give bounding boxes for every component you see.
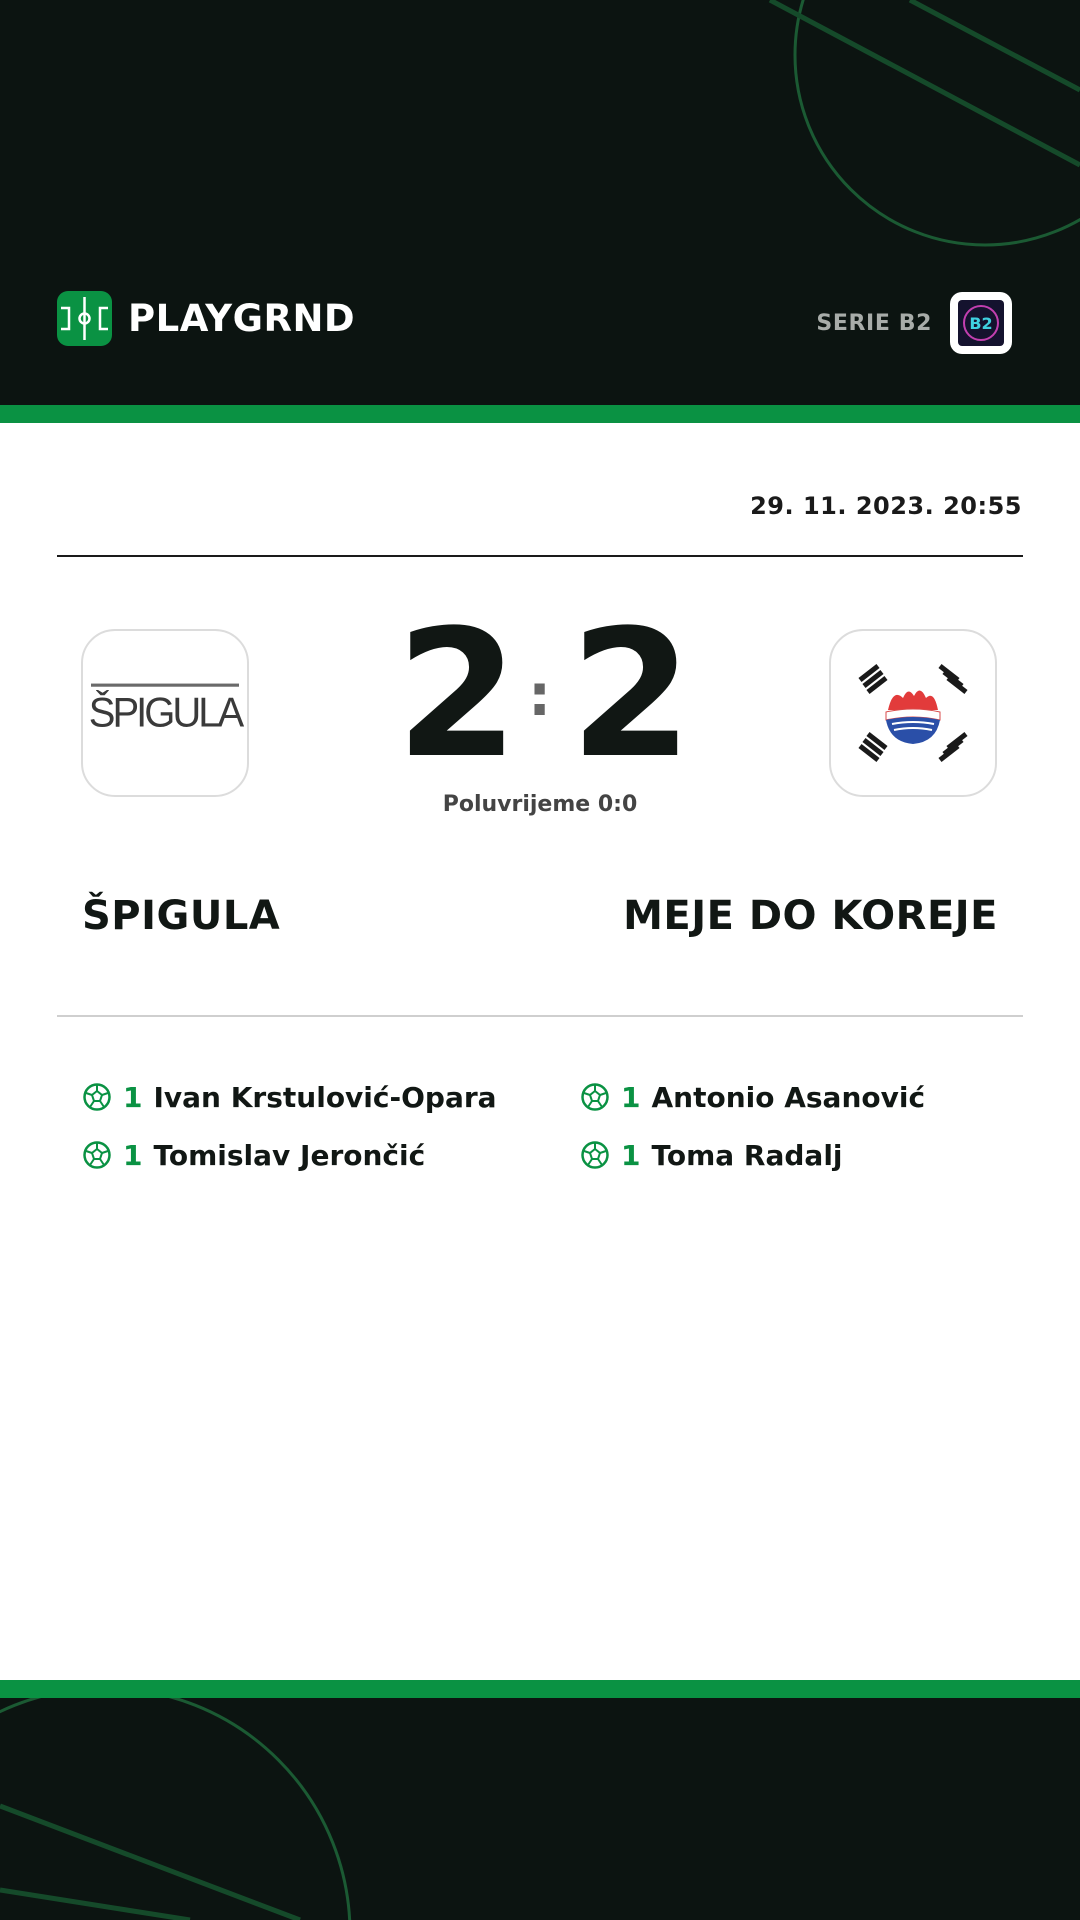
scorer-name: Ivan Krstulović-Opara xyxy=(153,1080,497,1114)
league[interactable] xyxy=(816,292,1012,354)
brand[interactable] xyxy=(57,291,355,346)
home-score: 2 xyxy=(396,592,519,797)
football-icon xyxy=(580,1140,610,1170)
football-icon xyxy=(82,1082,112,1112)
pitch-lines-decoration xyxy=(0,1698,1080,1920)
goal-count: 1 xyxy=(621,1138,641,1172)
pitch-icon xyxy=(57,291,112,346)
korea-flag-crest xyxy=(848,658,978,768)
scorer-row xyxy=(580,1126,925,1184)
divider xyxy=(57,555,1023,557)
football-icon xyxy=(82,1140,112,1170)
scorer-row xyxy=(82,1068,497,1126)
goal-count: 1 xyxy=(123,1138,143,1172)
scorer-row xyxy=(82,1126,497,1184)
away-team-name: MEJE DO KOREJE xyxy=(623,893,998,939)
scorer-row xyxy=(580,1068,925,1126)
divider-light xyxy=(57,1015,1023,1017)
goal-count: 1 xyxy=(123,1080,143,1114)
footer-band xyxy=(0,1698,1080,1920)
header-band xyxy=(0,0,1080,405)
home-scorers-list xyxy=(82,1068,497,1184)
scorer-name: Toma Radalj xyxy=(651,1138,843,1172)
home-team-name: ŠPIGULA xyxy=(82,893,281,939)
brand-name: PLAYGRND xyxy=(128,297,356,340)
accent-stripe-bottom xyxy=(0,1680,1080,1698)
away-scorers-list xyxy=(580,1068,925,1184)
league-name: SERIE B2 xyxy=(816,310,932,336)
halftime-score: Poluvrijeme 0:0 xyxy=(442,792,638,817)
home-team-logo xyxy=(81,629,249,797)
league-badge-text: B2 xyxy=(969,314,993,333)
scorer-name: Tomislav Jerončić xyxy=(153,1138,426,1172)
home-logo-text: ŠPIGULA xyxy=(88,689,242,736)
football-icon xyxy=(580,1082,610,1112)
serie-b2-badge-icon xyxy=(950,292,1012,354)
accent-stripe-top xyxy=(0,405,1080,423)
score-separator: : xyxy=(528,661,552,729)
match-datetime: 29. 11. 2023. 20:55 xyxy=(750,492,1022,520)
away-team-logo xyxy=(829,629,997,797)
scoreboard xyxy=(390,592,693,797)
goal-count: 1 xyxy=(621,1080,641,1114)
away-score: 2 xyxy=(570,592,693,797)
scorer-name: Antonio Asanović xyxy=(651,1080,926,1114)
